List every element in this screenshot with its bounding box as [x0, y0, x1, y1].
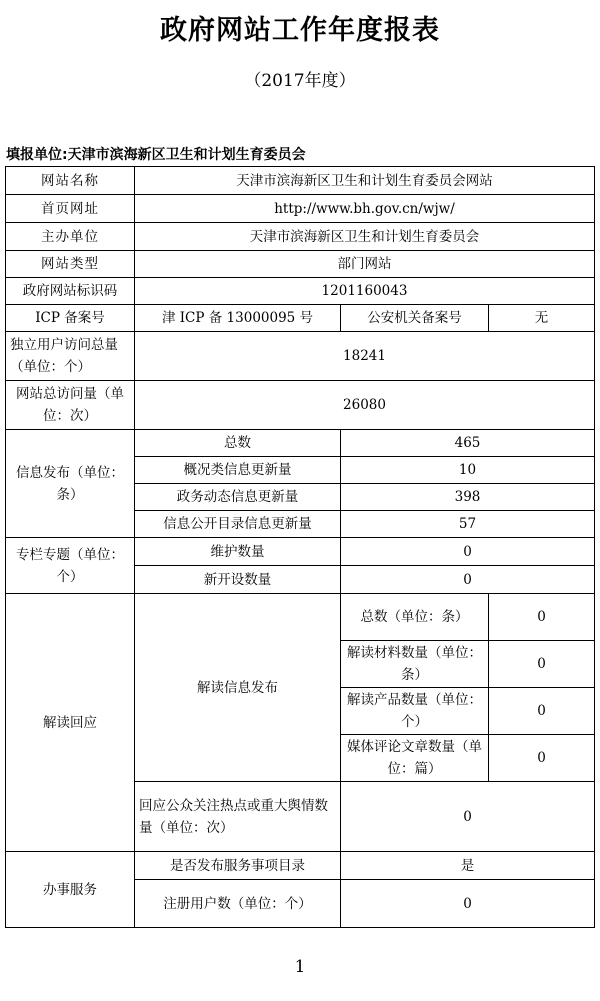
unique-visitors-label: 独立用户访问总量（单位：个）: [6, 332, 135, 381]
homepage-label: 首页网址: [6, 195, 135, 223]
interpret-item-value: 0: [489, 641, 595, 688]
table-row: [6, 594, 595, 641]
info-item-value: 398: [341, 484, 595, 511]
interpret-item-value: 0: [489, 688, 595, 735]
page-number: 1: [294, 957, 306, 977]
site-type-value: 部门网站: [135, 251, 595, 278]
table-row: [6, 167, 595, 195]
column-label: 专栏专题（单位：个）: [6, 538, 135, 594]
gov-id-label: 政府网站标识码: [6, 278, 135, 305]
site-type-label: 网站类型: [6, 251, 135, 278]
interpret-label: 解读回应: [6, 594, 135, 852]
interpret-item-label: 媒体评论文章数量（单位：篇）: [341, 735, 489, 782]
sponsor-label: 主办单位: [6, 223, 135, 251]
service-label: 办事服务: [6, 852, 135, 928]
police-record-label: 公安机关备案号: [341, 305, 489, 332]
icp-value: 津 ICP 备 13000095 号: [135, 305, 341, 332]
column-item-label: 维护数量: [135, 538, 341, 566]
total-visits-label: 网站总访问量（单位：次）: [6, 381, 135, 430]
interpret-item-value: 0: [489, 735, 595, 782]
info-item-value: 57: [341, 511, 595, 538]
table-row: [6, 305, 595, 332]
filler-unit: 填报单位:天津市滨海新区卫生和计划生育委员会: [6, 147, 306, 163]
table-row: [6, 852, 595, 880]
site-name-value: 天津市滨海新区卫生和计划生育委员会网站: [135, 167, 595, 195]
info-item-label: 总数: [135, 430, 341, 457]
table-row: [6, 251, 595, 278]
gov-id-value: 1201160043: [135, 278, 595, 305]
column-item-label: 新开设数量: [135, 566, 341, 594]
site-name-label: 网站名称: [6, 167, 135, 195]
service-catalog-label: 是否发布服务事项目录: [135, 852, 341, 880]
info-item-value: 465: [341, 430, 595, 457]
homepage-value[interactable]: http://www.bh.gov.cn/wjw/: [135, 195, 595, 223]
sponsor-value: 天津市滨海新区卫生和计划生育委员会: [135, 223, 595, 251]
report-year: （2017年度）: [244, 71, 356, 91]
total-visits-value: 26080: [135, 381, 595, 430]
service-users-value: 0: [341, 880, 595, 928]
info-item-label: 概况类信息更新量: [135, 457, 341, 484]
interpret-item-label: 解读材料数量（单位：条）: [341, 641, 489, 688]
report-table: [5, 166, 595, 928]
table-row: [6, 195, 595, 223]
info-item-label: 信息公开目录信息更新量: [135, 511, 341, 538]
service-catalog-value: 是: [341, 852, 595, 880]
interpret-sub-label: 解读信息发布: [135, 594, 341, 782]
icp-label: ICP 备案号: [6, 305, 135, 332]
info-publish-label: 信息发布（单位：条）: [6, 430, 135, 538]
police-record-value: 无: [489, 305, 595, 332]
report-title: 政府网站工作年度报表: [160, 15, 440, 46]
interpret-item-label: 总数（单位：条）: [341, 594, 489, 641]
table-row: [6, 381, 595, 430]
table-row: [6, 223, 595, 251]
response-value: 0: [341, 782, 595, 852]
column-item-value: 0: [341, 566, 595, 594]
table-row: [6, 332, 595, 381]
interpret-item-value: 0: [489, 594, 595, 641]
table-row: [6, 278, 595, 305]
info-item-label: 政务动态信息更新量: [135, 484, 341, 511]
unique-visitors-value: 18241: [135, 332, 595, 381]
interpret-item-label: 解读产品数量（单位：个）: [341, 688, 489, 735]
column-item-value: 0: [341, 538, 595, 566]
table-row: [6, 430, 595, 457]
info-item-value: 10: [341, 457, 595, 484]
response-label: 回应公众关注热点或重大舆情数量（单位：次）: [135, 782, 341, 852]
table-row: [6, 538, 595, 566]
service-users-label: 注册用户数（单位：个）: [135, 880, 341, 928]
